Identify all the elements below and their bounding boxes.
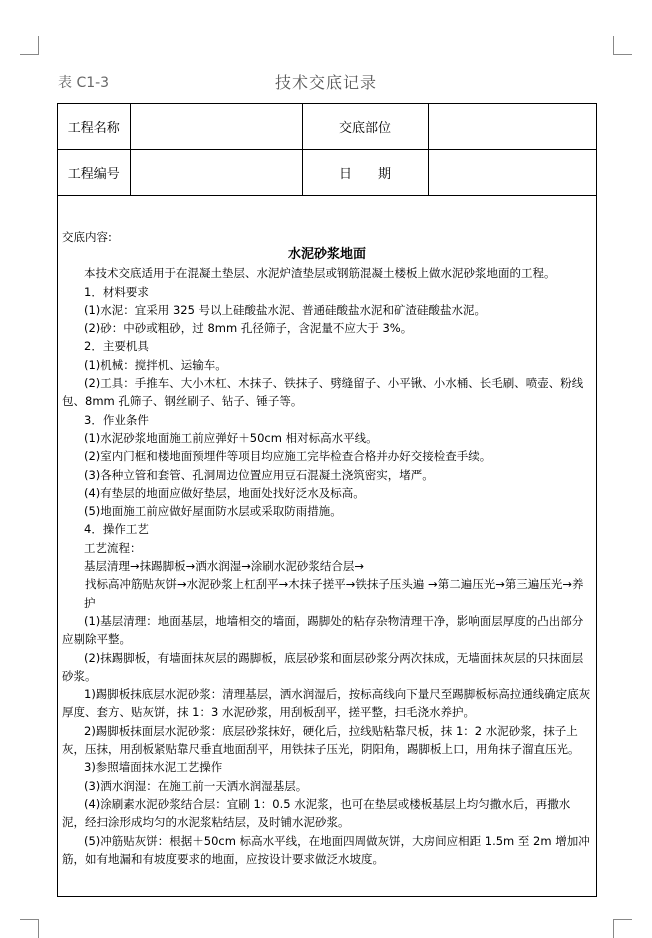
content-line: (3)洒水润湿：在施工前一天洒水润湿基层。 <box>84 778 308 793</box>
content-line: (1)基层清理：地面基层，地墙相交的墙面，踢脚处的粘存杂物清理干净，影响面层厚度的凸出部分应剔除平整。 <box>62 613 584 647</box>
content-line: (2)工具：手推车、大小木杠、木抹子、铁抹子、劈缝留子、小平锹、小水桶、长毛刷、喷壶、粉线包、8mm 孔筛子、钢丝刷子、钻子、锤子等。 <box>62 376 584 409</box>
record-frame <box>57 103 597 897</box>
disclosure-content <box>62 228 592 868</box>
location-value[interactable] <box>428 104 596 150</box>
content-line: (4)涂刷素水泥砂浆结合层：宜刷 1：0.5 水泥浆，也可在垫层或楼板基层上均匀撒水后，再撒水泥，经扫涂形成均匀的水泥浆粘结层，及时铺水泥砂浆。 <box>62 796 571 830</box>
content-heading: 水泥砂浆地面 <box>287 247 366 263</box>
content-line: 3)参照墙面抹水泥工艺操作 <box>84 760 223 775</box>
header-row-2 <box>58 150 596 196</box>
crop-mark-top-right <box>613 36 632 55</box>
content-line: 2)踢脚板抹面层水泥砂浆：底层砂浆抹好，硬化后，拉线贴粘靠尺板，抹 1：2 水泥砂浆，抹子上灰，压抹，用刮板紧贴靠尺垂直地面刮平，用铁抹子压光，阴阳角，踢脚板上口，用角抹子溜直压光。 <box>62 723 580 757</box>
content-line: 基层清理→抹踢脚板→洒水润湿→涂刷水泥砂浆结合层→ <box>84 559 365 574</box>
project-number-label: 工程编号 <box>58 150 130 196</box>
content-line: 2．主要机具 <box>84 339 149 354</box>
crop-mark-bottom-left <box>20 919 39 938</box>
content-line: 4．操作工艺 <box>84 522 149 537</box>
header-table <box>58 104 596 196</box>
content-line: (4)有垫层的地面应做好垫层，地面处找好泛水及标高。 <box>84 485 365 500</box>
crop-mark-bottom-right <box>613 919 632 938</box>
content-line: (1)机械：搅拌机、运输车。 <box>84 357 227 372</box>
date-label: 日 期 <box>302 150 428 196</box>
header-row-1 <box>58 104 596 150</box>
content-line: 1)踢脚板抹底层水泥砂浆：清理基层，洒水润湿后，按标高线向下量尺至踢脚板标高拉通线确定底灰厚度、套方、贴灰饼，抹 1：3 水泥砂浆，用刮板刮平，搓平整，扫毛浇水养护。 <box>62 687 591 720</box>
content-line: 找标高冲筋贴灰饼→水泥砂浆上杠刮平→木抹子搓平→铁抹子压头遍 →第二遍压光→第三遍压光→养护 <box>62 577 584 610</box>
content-line: 1．材料要求 <box>84 284 149 299</box>
project-name-value[interactable] <box>130 104 302 150</box>
crop-mark-top-left <box>20 36 39 55</box>
content-line: (2)室内门框和楼地面预埋件等项目均应施工完毕检查合格并办好交接检查手续。 <box>84 449 492 464</box>
content-line: 工艺流程： <box>84 540 142 555</box>
date-value[interactable] <box>428 150 596 196</box>
content-line: 本技术交底适用于在混凝土垫层、水泥炉渣垫层或钢筋混凝土楼板上做水泥砂浆地面的工程。 <box>84 266 556 281</box>
content-line: 3．作业条件 <box>84 412 149 427</box>
content-line: (1)水泥砂浆地面施工前应弹好＋50cm 相对标高水平线。 <box>84 430 378 445</box>
content-line: (2)抹踢脚板，有墙面抹灰层的踢脚板，底层砂浆和面层砂浆分两次抹成，无墙面抹灰层的只抹面层砂浆。 <box>62 650 584 683</box>
document-title: 技术交底记录 <box>274 73 377 92</box>
project-number-value[interactable] <box>130 150 302 196</box>
content-line: (1)水泥：宜采用 325 号以上硅酸盐水泥、普通硅酸盐水泥和矿渣硅酸盐水泥。 <box>84 302 487 317</box>
content-label: 交底内容: <box>62 230 112 244</box>
project-name-label: 工程名称 <box>58 104 130 150</box>
form-number: 表 C1-3 <box>58 75 110 91</box>
content-line: (3)各种立管和套管、孔洞周边位置应用豆石混凝土浇筑密实，堵严。 <box>84 467 434 482</box>
location-label: 交底部位 <box>302 104 428 150</box>
content-lines <box>62 264 592 868</box>
content-line: (2)砂：中砂或粗砂，过 8mm 孔径筛子，含泥量不应大于 3%。 <box>84 321 413 336</box>
content-line: (5)地面施工前应做好屋面防水层或采取防雨措施。 <box>84 504 342 519</box>
content-line: (5)冲筋贴灰饼：根据＋50cm 标高水平线，在地面四周做灰饼，大房间应相距 1.5m 至 2m 增加冲筋，如有地漏和有坡度要求的地面，应按设计要求做泛水坡度。 <box>62 833 590 866</box>
